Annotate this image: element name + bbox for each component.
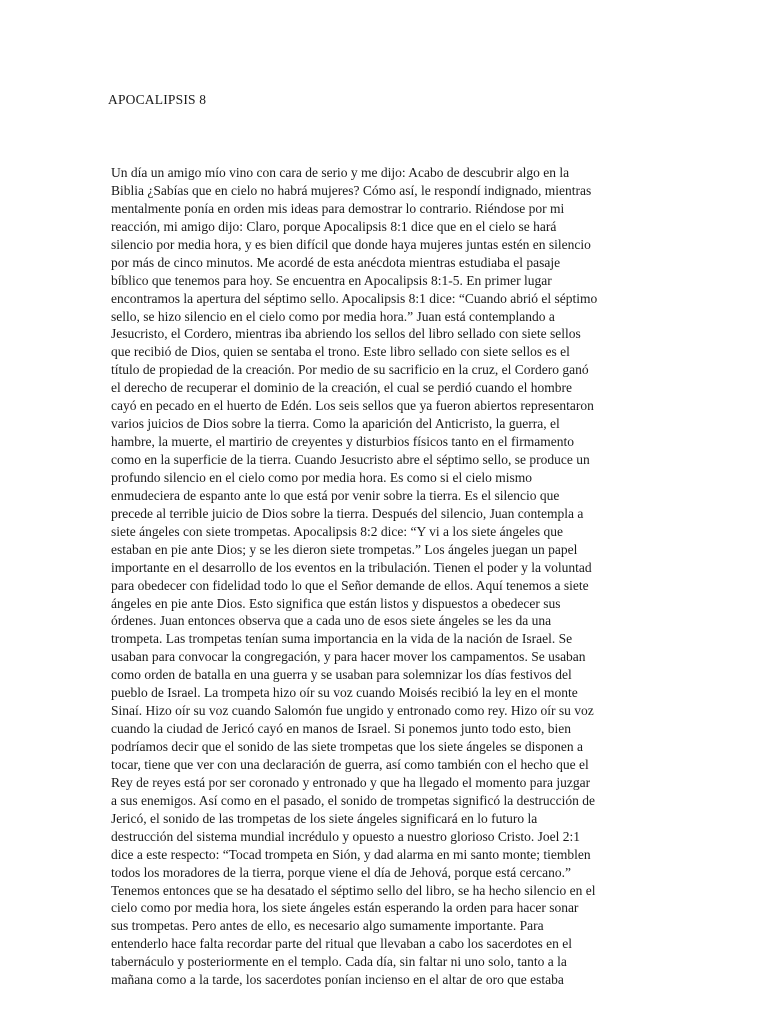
body-text-line: podríamos decir que el sonido de las siete trompetas que los siete ángeles se disponen a [111, 739, 583, 754]
body-text-line: enmudeciera de espanto ante lo que está por venir sobre la tierra. Es el silencio que [111, 487, 560, 503]
body-text-line: todos los moradores de la tierra, porque viene el día de Jehová, porque está cercano.” [111, 864, 571, 880]
body-text-line: Jericó, el sonido de las trompetas de los siete ángeles significará en lo futuro la [111, 810, 538, 826]
body-text-line: Rey de reyes está por ser coronado y entronado y que ha llegado el momento para juzgar [111, 774, 591, 790]
body-text-line: encontramos la apertura del séptimo sello. Apocalipsis 8:1 dice: “Cuando abrió el séptimo [111, 290, 598, 306]
body-text-line: como orden de batalla en una guerra y se usaban para solemnizar los días festivos del [111, 667, 572, 683]
body-text-line: sello, se hizo silencio en el cielo como por media hora.” Juan está contemplando a [111, 308, 555, 324]
body-text-line: silencio por media hora, y es bien difícil que donde haya mujeres juntas estén en silencio [111, 236, 591, 252]
body-text-line: el derecho de recuperar el dominio de la creación, el cual se perdió cuando el hombre [111, 380, 573, 396]
body-text-line: a sus enemigos. Así como en el pasado, el sonido de trompetas significó la destrucción de [111, 792, 596, 808]
body-text-line: estaban en pie ante Dios; y se les dieron siete trompetas.” Los ángeles juegan un papel [111, 541, 578, 557]
body-text-line: cuando la ciudad de Jericó cayó en manos de Israel. Si ponemos junto todo esto, bien [111, 721, 572, 737]
body-text-line: Un día un amigo mío vino con cara de serio y me dijo: Acabo de descubrir algo en la [111, 165, 570, 180]
body-text-line: Jesucristo, el Cordero, mientras iba abriendo los sellos del libro sellado con siete sellos [111, 326, 581, 342]
body-text-line: entenderlo hace falta recordar parte del ritual que llevaban a cabo los sacerdotes en el [111, 936, 573, 952]
body-text-line: que recibió de Dios, quien se sentaba el trono. Este libro sellado con siete sellos es el [111, 344, 570, 360]
body-text-line: dice a este respecto: “Tocad trompeta en Sión, y dad alarma en mi santo monte; tiemblen [111, 846, 591, 862]
body-text-line: Sinaí. Hizo oír su voz cuando Salomón fue ungido y entronado como rey. Hizo oír su voz [111, 703, 594, 719]
body-text-line: importante en el desarrollo de los eventos en la tribulación. Tienen el poder y la voluntad [111, 559, 592, 575]
body-text-line: cayó en pecado en el huerto de Edén. Los seis sellos que ya fueron abiertos representaron [111, 398, 594, 414]
body-text-line: mentalmente ponía en orden mis ideas para demostrar lo contrario. Riéndose por mi [111, 200, 565, 216]
body-text-line: trompeta. Las trompetas tenían suma importancia en la vida de la nación de Israel. Se [111, 631, 573, 647]
body-text-line: sus trompetas. Pero antes de ello, es necesario algo sumamente importante. Para [111, 918, 544, 934]
body-text-line: mañana como a la tarde, los sacerdotes ponían incienso en el altar de oro que estaba [111, 972, 564, 988]
body-text-line: pueblo de Israel. La trompeta hizo oír su voz cuando Moisés recibió la ley en el monte [111, 685, 578, 701]
body-text-line: profundo silencio en el cielo como por media hora. Es como si el cielo mismo [111, 469, 533, 485]
body-text-line: precede al terrible juicio de Dios sobre la tierra. Después del silencio, Juan contempla a [111, 505, 584, 521]
body-text-line: hambre, la muerte, el martirio de creyentes y disturbios físicos tanto en el firmamento [111, 434, 574, 450]
body-text-line: siete ángeles con siete trompetas. Apocalipsis 8:2 dice: “Y vi a los siete ángeles que [111, 523, 563, 539]
body-text-line: título de propiedad de la creación. Por medio de su sacrificio en la cruz, el Cordero ganó [111, 362, 589, 378]
body-text-line: órdenes. Juan entonces observa que a cada uno de esos siete ángeles se les da una [111, 613, 552, 629]
body-text-line: como en la superficie de la tierra. Cuando Jesucristo abre el séptimo sello, se produce un [111, 452, 590, 467]
document-body [111, 164, 671, 989]
body-text-line: varios juicios de Dios sobre la tierra. Como la aparición del Anticristo, la guerra, el [111, 416, 560, 432]
body-text-line: cielo como por media hora, los siete ángeles están esperando la orden para hacer sonar [111, 900, 579, 916]
body-text-line: tocar, tiene que ver con una declaración de guerra, así como también con el hecho que el [111, 756, 589, 772]
body-text-line: ángeles en pie ante Dios. Esto significa que están listos y dispuestos a obedecer sus [111, 595, 561, 611]
body-text-line: para obedecer con fidelidad todo lo que el Señor demande de ellos. Aquí tenemos a siete [111, 577, 589, 593]
body-text-line: destrucción del sistema mundial incrédulo y opuesto a nuestro glorioso Cristo. Joel 2:1 [111, 828, 581, 844]
document-title: APOCALIPSIS 8 [108, 92, 207, 107]
body-text-line: bíblico que tenemos para hoy. Se encuentra en Apocalipsis 8:1-5. En primer lugar [111, 272, 552, 288]
body-text-line: Biblia ¿Sabías que en cielo no habrá mujeres? Cómo así, le respondí indignado, mientras [111, 182, 592, 198]
body-text-line: Tenemos entonces que se ha desatado el séptimo sello del libro, se ha hecho silencio en el [111, 882, 596, 898]
body-text-line: por más de cinco minutos. Me acordé de esta anécdota mientras estudiaba el pasaje [111, 254, 561, 270]
body-text-line: usaban para convocar la congregación, y para hacer mover los campamentos. Se usaban [111, 649, 586, 665]
body-text-line: reacción, mi amigo dijo: Claro, porque Apocalipsis 8:1 dice que en el cielo se hará [111, 218, 557, 234]
body-text-line: tabernáculo y posteriormente en el templo. Cada día, sin faltar ni uno solo, tanto a la [111, 954, 567, 970]
